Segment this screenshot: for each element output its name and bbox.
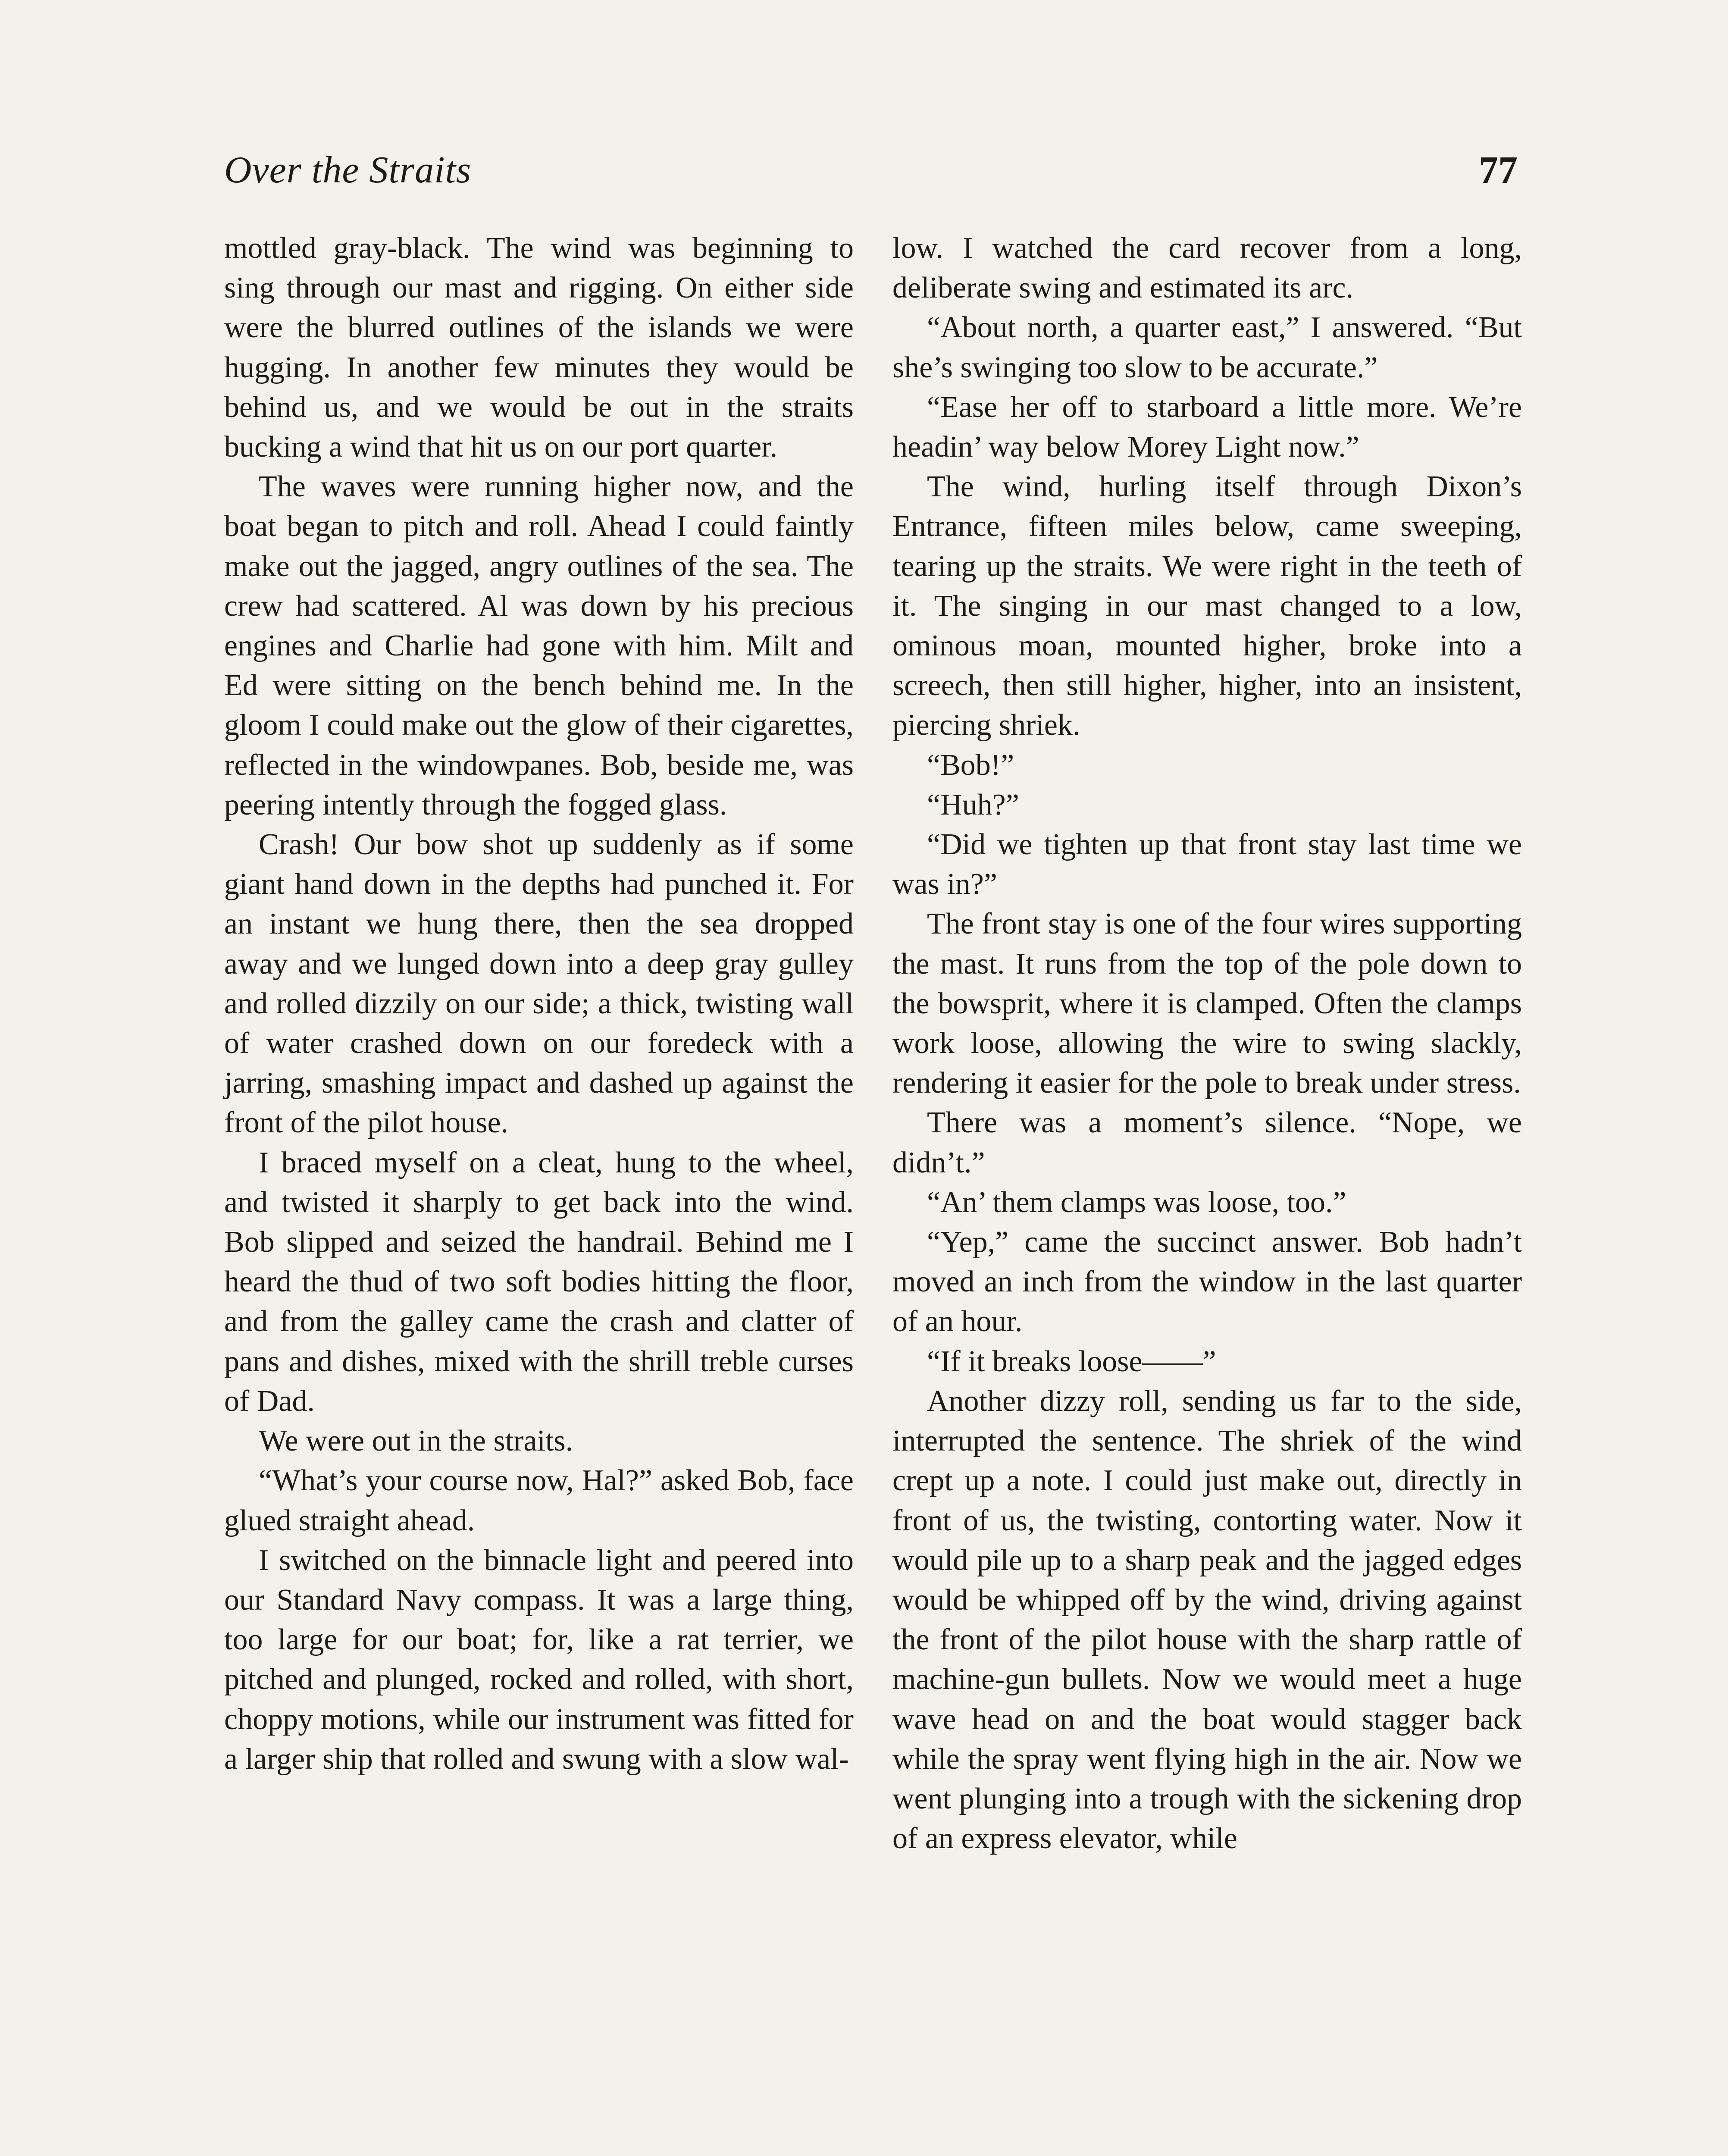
paragraph-right-6: “Huh?” bbox=[927, 788, 1019, 821]
paragraph-right-12: “If it breaks loose——” bbox=[927, 1344, 1216, 1378]
paragraph-right-10: “An’ them clamps was loose, too.” bbox=[927, 1185, 1346, 1219]
paragraph-left-7: I switched on the binnacle light and peered into our Standard Navy compass. It was a large thing, too large for our boat; for, like a rat terrier, we pitched and plunged, rocked and rolled, with short, choppy motions, while our instrument was fitted for a larger ship that rolled and swung with a slow wal- bbox=[224, 1543, 854, 1776]
paragraph-right-3: “Ease her off to starboard a little more. We’re headin’ way below Morey Light now.” bbox=[892, 390, 1522, 464]
paragraph-left-2: The waves were running higher now, and the boat began to pitch and roll. Ahead I could faintly make out the jagged, angry outlines of the sea. The crew had scattered. Al was down by his precious engines and Charlie had gone with him. Milt and Ed were sitting on the bench behind me. In the gloom I could make out the glow of their cigarettes, reflected in the windowpanes. Bob, beside me, was peering intently through the fogged glass. bbox=[224, 470, 854, 821]
paragraph-left-1: mottled gray-black. The wind was beginning to sing through our mast and rigging. On either side were the blurred outlines of the islands we were hugging. In another few minutes they would be behind us, and we would be out in the straits bucking a wind that hit us on our port quarter. bbox=[224, 232, 854, 464]
paragraph-right-11: “Yep,” came the succinct answer. Bob hadn’t moved an inch from the window in the last quarter of an hour. bbox=[892, 1225, 1522, 1338]
running-title: Over the Straits bbox=[224, 149, 472, 191]
paragraph-left-3: Crash! Our bow shot up suddenly as if some giant hand down in the depths had punched it. For an instant we hung there, then the sea dropped away and we lunged down into a deep gray gulley and rolled dizzily on our side; a thick, twisting wall of water crashed down on our foredeck with a jarring, smashing impact and dashed up against the front of the pilot house. bbox=[224, 828, 854, 1140]
paragraph-right-5: “Bob!” bbox=[927, 748, 1014, 782]
paragraph-left-5: We were out in the straits. bbox=[259, 1424, 573, 1458]
paragraph-right-2: “About north, a quarter east,” I answered. “But she’s swinging too slow to be accurate.” bbox=[892, 311, 1522, 384]
right-text-column bbox=[892, 229, 1522, 2156]
paragraph-right-4: The wind, hurling itself through Dixon’s Entrance, fifteen miles below, came sweeping, tearing up the straits. We were right in the teeth of it. The singing in our mast changed to a low, ominous moan, mounted higher, broke into a screech, then still higher, higher, into an insistent, piercing shriek. bbox=[892, 470, 1522, 742]
running-head bbox=[224, 149, 1518, 209]
paragraph-right-9: There was a moment’s silence. “Nope, we didn’t.” bbox=[892, 1106, 1522, 1179]
paragraph-right-13: Another dizzy roll, sending us far to the side, interrupted the sentence. The shriek of the wind crept up a note. I could just make out, directly in front of us, the twisting, contorting water. Now it would pile up to a sharp peak and the jagged edges would be whipped off by the wind, driving against the front of the pilot house with the sharp rattle of machine-gun bullets. Now we would meet a huge wave head on and the boat would stagger back while the spray went flying high in the air. Now we went plunging into a trough with the sickening drop of an express elevator, while bbox=[892, 1384, 1522, 1855]
paragraph-right-1: low. I watched the card recover from a long, deliberate swing and estimated its arc. bbox=[892, 232, 1522, 305]
paragraph-left-4: I braced myself on a cleat, hung to the wheel, and twisted it sharply to get back into the wind. Bob slipped and seized the handrail. Behind me I heard the thud of two soft bodies hitting the floor, and from the galley came the crash and clatter of pans and dishes, mixed with the shrill treble curses of Dad. bbox=[224, 1146, 854, 1418]
paragraph-right-8: The front stay is one of the four wires supporting the mast. It runs from the top of the pole down to the bowsprit, where it is clamped. Often the clamps work loose, allowing the wire to swing slackly, rendering it easier for the pole to break under stress. bbox=[892, 907, 1522, 1100]
paragraph-right-7: “Did we tighten up that front stay last time we was in?” bbox=[892, 828, 1522, 901]
paragraph-left-6: “What’s your course now, Hal?” asked Bob, face glued straight ahead. bbox=[224, 1464, 854, 1537]
page-number: 77 bbox=[1479, 149, 1518, 191]
left-text-column bbox=[224, 229, 854, 2156]
